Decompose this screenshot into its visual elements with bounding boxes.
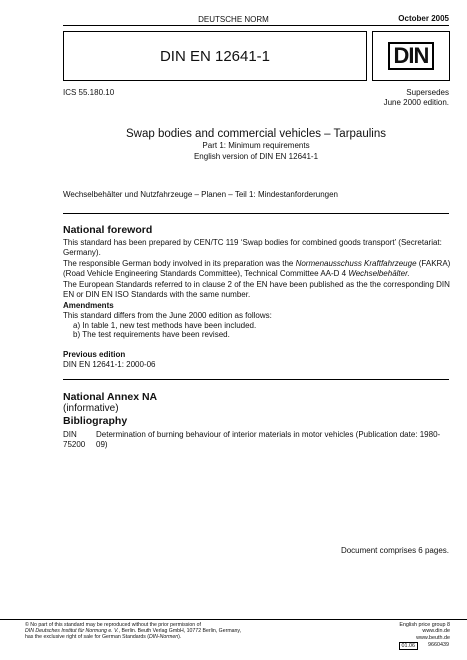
bibliography-entry (63, 430, 451, 449)
standard-id-box (63, 31, 367, 81)
beuth-website-link[interactable]: www.beuth.de (416, 634, 450, 641)
publication-date: October 2005 (398, 14, 449, 23)
price-info (310, 622, 450, 641)
title-block (63, 127, 449, 162)
previous-edition-text: DIN EN 12641-1: 2000-06 (63, 360, 156, 369)
previous-edition-section (63, 350, 451, 370)
standard-id: DIN EN 12641-1 (159, 47, 271, 65)
header-norm-label: DEUTSCHE NORM (198, 15, 269, 24)
foreword-paragraph-3: The European Standards referred to in clause 2 of the EN have been published as the the corresponding DIN EN or DIN EN ISO Standards with the same number. (63, 280, 450, 299)
previous-edition-heading: Previous edition (63, 350, 126, 359)
section-divider (63, 213, 449, 214)
din-website-link[interactable]: www.din.de (422, 628, 450, 635)
ics-code: ICS 55.180.10 (63, 88, 115, 97)
section-divider (63, 379, 449, 380)
price-group: English price group 8 (399, 622, 450, 628)
copyright-line1: © No part of this standard may be reproduced without the prior permission of (25, 622, 201, 628)
document-codes (399, 642, 450, 650)
foreword-p2-text: The responsible German body involved in its preparation was the (63, 259, 296, 269)
part-title: Part 1: Minimum requirements (202, 141, 310, 150)
supersedes-line2: June 2000 edition. (383, 97, 449, 107)
page-count-note: Document comprises 6 pages. (340, 546, 449, 555)
annex-subheading: (informative) (63, 403, 119, 414)
copyright-institute: DIN Deutsches Institut für Normung e. V. (25, 628, 119, 635)
german-title: Wechselbehälter und Nutzfahrzeuge – Planen – Teil 1: Mindestanforderungen (63, 190, 338, 199)
national-annex (63, 391, 451, 415)
foreword-p2-subcommittee: Wechselbehälter. (348, 268, 410, 278)
copyright-line3 (25, 634, 310, 640)
copyright-line2-rest: , Berlin. Beuth Verlag GmbH, 10772 Berlin, Germany, (118, 628, 242, 635)
footer-divider (0, 619, 467, 620)
copyright-din-normen: DIN-Normen (148, 634, 179, 641)
doc-code: 01.06 (399, 642, 419, 650)
din-logo (372, 31, 450, 81)
bibliography-heading: Bibliography (63, 415, 128, 427)
copyright-line3-end: ). (178, 634, 182, 641)
bibliography-section (63, 415, 451, 449)
amendments-list (63, 321, 451, 340)
national-foreword (63, 224, 451, 302)
amendments-intro: This standard differs from the June 2000 edition as follows: (63, 311, 272, 320)
amendments-section (63, 301, 451, 340)
supersedes-line1: Supersedes (406, 88, 449, 97)
header-divider (63, 25, 449, 26)
bibliography-ref-number: DIN 75200 (63, 430, 86, 449)
main-title: Swap bodies and commercial vehicles – Tarpaulins (126, 128, 386, 140)
copyright-line3-text: has the exclusive right of sale for German Standards ( (25, 634, 149, 641)
supersedes-note (384, 88, 449, 107)
amendments-heading: Amendments (63, 301, 114, 310)
amendment-item: a) In table 1, new test methods have been included. (73, 320, 257, 330)
copyright-notice (25, 622, 310, 641)
amendment-item: b) The test requirements have been revised. (73, 330, 230, 340)
national-foreword-heading: National foreword (63, 224, 153, 236)
annex-heading: National Annex NA (63, 391, 158, 403)
din-logo-text: DIN (388, 42, 435, 70)
foreword-p2-text-mid: (FAKRA) (Road Vehicle Engineering Standards Committee), Technical Committee AA-D 4 (63, 259, 451, 278)
foreword-paragraph-1: This standard has been prepared by CEN/TC 119 ‘Swap bodies for combined goods transport’ (Secretariat: Germany). (63, 238, 442, 257)
english-version-note: English version of DIN EN 12641-1 (193, 151, 319, 161)
order-number: 9660439 (428, 642, 449, 648)
bibliography-ref-text: Determination of burning behaviour of interior materials in motor vehicles (Publication date: 1980-09) (96, 430, 441, 449)
foreword-p2-committee: Normenausschuss Kraftfahrzeuge (295, 259, 417, 269)
foreword-paragraph-2 (63, 259, 451, 278)
